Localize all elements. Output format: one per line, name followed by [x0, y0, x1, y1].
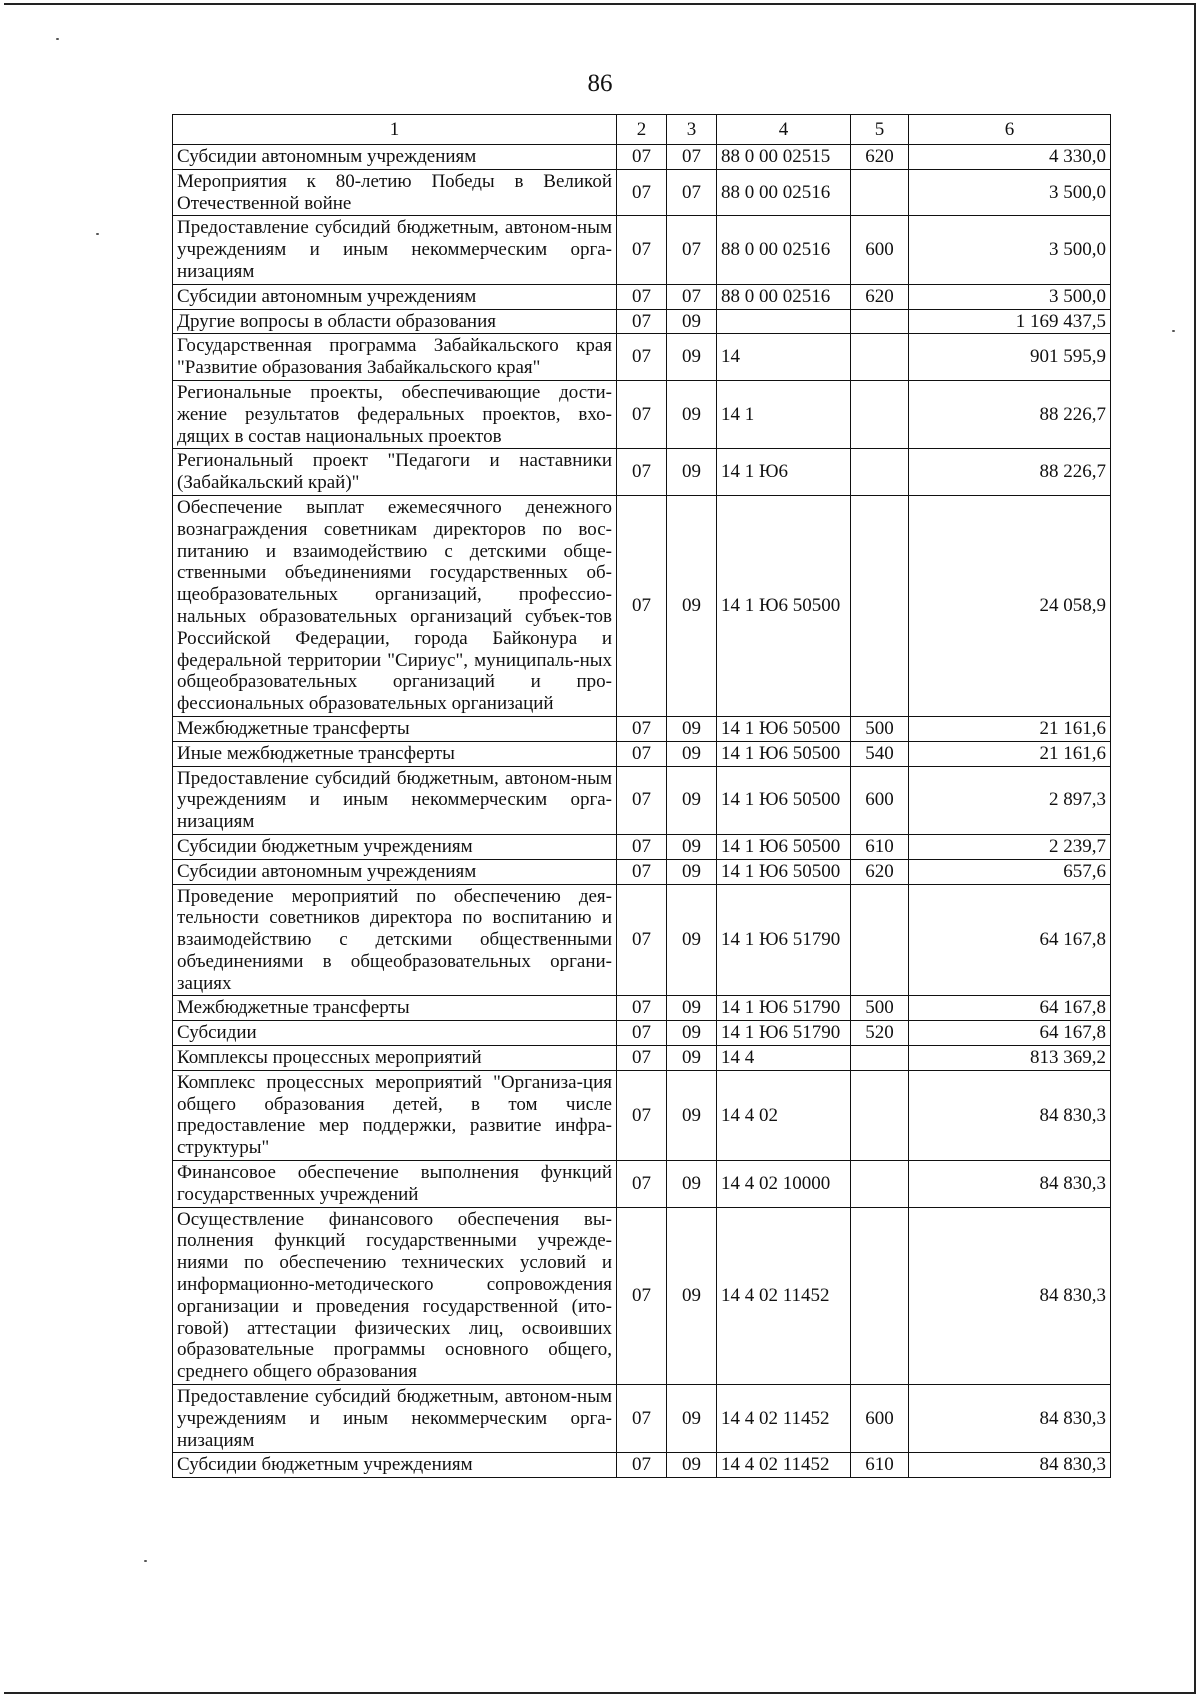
- row-expense-type: [851, 309, 909, 334]
- table-row: [173, 1453, 1111, 1478]
- row-name: Осуществление финансового обеспечения вы-полнения функций государственными учрежде-ниями по обеспечению технических условий и информационно-методического сопровождения организации и проведения государственной (ито-говой) аттестации физических лиц, освоивших образовательные программы основного общего, среднего общего образования: [173, 1207, 617, 1384]
- row-amount: 64 167,8: [909, 884, 1111, 996]
- row-target-article: 14 1 Ю6 51790: [717, 884, 851, 996]
- row-target-article: 14 1 Ю6 50500: [717, 716, 851, 741]
- row-amount: 84 830,3: [909, 1385, 1111, 1453]
- row-target-article: 14 1 Ю6 50500: [717, 859, 851, 884]
- table-row: [173, 334, 1111, 381]
- row-target-article: 14 4 02 11452: [717, 1453, 851, 1478]
- row-section: 07: [617, 741, 667, 766]
- column-header-subsection: 3: [667, 115, 717, 145]
- table-row: [173, 884, 1111, 996]
- column-number-row: [173, 115, 1111, 145]
- row-amount: 2 897,3: [909, 766, 1111, 834]
- table-row: [173, 716, 1111, 741]
- table-row: [173, 380, 1111, 448]
- row-expense-type: [851, 449, 909, 496]
- row-section: 07: [617, 1453, 667, 1478]
- row-subsection: 09: [667, 1046, 717, 1071]
- row-section: 07: [617, 380, 667, 448]
- row-amount: 84 830,3: [909, 1070, 1111, 1160]
- row-section: 07: [617, 284, 667, 309]
- row-expense-type: 600: [851, 766, 909, 834]
- row-target-article: 88 0 00 02516: [717, 284, 851, 309]
- row-amount: 84 830,3: [909, 1161, 1111, 1208]
- row-subsection: 07: [667, 216, 717, 284]
- table-row: [173, 741, 1111, 766]
- row-target-article: 14 1: [717, 380, 851, 448]
- row-subsection: 09: [667, 716, 717, 741]
- row-expense-type: 500: [851, 716, 909, 741]
- row-target-article: 14 1 Ю6 50500: [717, 741, 851, 766]
- row-expense-type: 620: [851, 859, 909, 884]
- table-row: [173, 495, 1111, 716]
- row-expense-type: [851, 1070, 909, 1160]
- row-name: Субсидии бюджетным учреждениям: [173, 834, 617, 859]
- scan-speck: [96, 233, 99, 235]
- row-subsection: 09: [667, 741, 717, 766]
- row-subsection: 09: [667, 1385, 717, 1453]
- row-expense-type: 500: [851, 996, 909, 1021]
- table-row: [173, 169, 1111, 216]
- row-amount: 88 226,7: [909, 449, 1111, 496]
- row-section: 07: [617, 716, 667, 741]
- row-expense-type: [851, 1046, 909, 1071]
- row-name: Региональный проект "Педагоги и наставники (Забайкальский край)": [173, 449, 617, 496]
- row-name: Субсидии: [173, 1021, 617, 1046]
- row-amount: 64 167,8: [909, 1021, 1111, 1046]
- row-target-article: 14 4 02 11452: [717, 1385, 851, 1453]
- row-subsection: 07: [667, 145, 717, 170]
- row-expense-type: 520: [851, 1021, 909, 1046]
- row-subsection: 09: [667, 859, 717, 884]
- row-subsection: 09: [667, 834, 717, 859]
- row-expense-type: [851, 169, 909, 216]
- row-expense-type: 540: [851, 741, 909, 766]
- row-amount: 813 369,2: [909, 1046, 1111, 1071]
- row-name: Обеспечение выплат ежемесячного денежного вознаграждения советникам директоров по вос-питанию и взаимодействию с детскими обще-ственными объединениями государственных об-щеобразовательных организаций, профессио-нальных образовательных организаций субъек-тов Российской Федерации, города Байконура и федеральной территории "Сириус", муниципаль-ных общеобразовательных организаций и про-фессиональных образовательных организаций: [173, 495, 617, 716]
- row-amount: 2 239,7: [909, 834, 1111, 859]
- table-row: [173, 996, 1111, 1021]
- column-header-amount: 6: [909, 115, 1111, 145]
- row-expense-type: [851, 380, 909, 448]
- row-section: 07: [617, 1070, 667, 1160]
- page-number: 86: [587, 70, 613, 97]
- row-amount: 1 169 437,5: [909, 309, 1111, 334]
- row-section: 07: [617, 309, 667, 334]
- row-name: Комплексы процессных мероприятий: [173, 1046, 617, 1071]
- table-row: [173, 309, 1111, 334]
- table-row: [173, 1161, 1111, 1208]
- row-target-article: [717, 309, 851, 334]
- row-section: 07: [617, 859, 667, 884]
- row-expense-type: [851, 884, 909, 996]
- row-expense-type: 600: [851, 1385, 909, 1453]
- row-expense-type: [851, 1161, 909, 1208]
- row-amount: 21 161,6: [909, 741, 1111, 766]
- row-subsection: 09: [667, 884, 717, 996]
- row-subsection: 09: [667, 380, 717, 448]
- column-header-name: 1: [173, 115, 617, 145]
- column-header-section: 2: [617, 115, 667, 145]
- row-name: Комплекс процессных мероприятий "Организа-ция общего образования детей, в том числе предоставление мер поддержки, развитие инфра-структуры": [173, 1070, 617, 1160]
- row-amount: 88 226,7: [909, 380, 1111, 448]
- table-row: [173, 284, 1111, 309]
- row-target-article: 14 1 Ю6 50500: [717, 766, 851, 834]
- row-amount: 3 500,0: [909, 284, 1111, 309]
- row-subsection: 09: [667, 495, 717, 716]
- row-name: Субсидии автономным учреждениям: [173, 284, 617, 309]
- table-body: [173, 145, 1111, 1478]
- row-amount: 901 595,9: [909, 334, 1111, 381]
- row-section: 07: [617, 1207, 667, 1384]
- row-subsection: 09: [667, 1070, 717, 1160]
- row-section: 07: [617, 1046, 667, 1071]
- row-amount: 24 058,9: [909, 495, 1111, 716]
- row-expense-type: 620: [851, 284, 909, 309]
- table-row: [173, 834, 1111, 859]
- column-header-expense-type: 5: [851, 115, 909, 145]
- table-row: [173, 1021, 1111, 1046]
- row-amount: 3 500,0: [909, 216, 1111, 284]
- row-name: Другие вопросы в области образования: [173, 309, 617, 334]
- row-name: Государственная программа Забайкальского края "Развитие образования Забайкальского края": [173, 334, 617, 381]
- table-row: [173, 1385, 1111, 1453]
- row-name: Предоставление субсидий бюджетным, автоном-ным учреждениям и иным некоммерческим орга-низациям: [173, 216, 617, 284]
- table-row: [173, 145, 1111, 170]
- row-amount: 657,6: [909, 859, 1111, 884]
- row-target-article: 14 1 Ю6 51790: [717, 996, 851, 1021]
- row-section: 07: [617, 884, 667, 996]
- row-section: 07: [617, 169, 667, 216]
- row-target-article: 14 1 Ю6 50500: [717, 495, 851, 716]
- table-row: [173, 1046, 1111, 1071]
- row-amount: 64 167,8: [909, 996, 1111, 1021]
- row-target-article: 14: [717, 334, 851, 381]
- row-section: 07: [617, 1385, 667, 1453]
- row-amount: 4 330,0: [909, 145, 1111, 170]
- row-target-article: 14 1 Ю6 50500: [717, 834, 851, 859]
- row-subsection: 09: [667, 1021, 717, 1046]
- table-row: [173, 449, 1111, 496]
- row-name: Мероприятия к 80-летию Победы в Великой Отечественной войне: [173, 169, 617, 216]
- row-section: 07: [617, 334, 667, 381]
- row-expense-type: [851, 1207, 909, 1384]
- row-expense-type: 600: [851, 216, 909, 284]
- table-row: [173, 1070, 1111, 1160]
- row-name: Межбюджетные трансферты: [173, 996, 617, 1021]
- row-name: Региональные проекты, обеспечивающие дости-жение результатов федеральных проектов, вхо-дящих в состав национальных проектов: [173, 380, 617, 448]
- row-subsection: 09: [667, 1161, 717, 1208]
- row-subsection: 09: [667, 334, 717, 381]
- row-subsection: 07: [667, 284, 717, 309]
- row-subsection: 09: [667, 766, 717, 834]
- table-row: [173, 1207, 1111, 1384]
- row-subsection: 09: [667, 1207, 717, 1384]
- budget-table: [172, 114, 1111, 1478]
- table-row: [173, 216, 1111, 284]
- row-target-article: 88 0 00 02515: [717, 145, 851, 170]
- row-subsection: 09: [667, 1453, 717, 1478]
- row-expense-type: 610: [851, 1453, 909, 1478]
- row-name: Предоставление субсидий бюджетным, автоном-ным учреждениям и иным некоммерческим орга-низациям: [173, 766, 617, 834]
- row-expense-type: [851, 495, 909, 716]
- row-section: 07: [617, 834, 667, 859]
- row-name: Межбюджетные трансферты: [173, 716, 617, 741]
- row-subsection: 09: [667, 309, 717, 334]
- row-target-article: 14 4 02 11452: [717, 1207, 851, 1384]
- row-target-article: 14 4: [717, 1046, 851, 1071]
- row-amount: 84 830,3: [909, 1207, 1111, 1384]
- row-name: Иные межбюджетные трансферты: [173, 741, 617, 766]
- row-section: 07: [617, 216, 667, 284]
- scan-speck: [144, 1560, 147, 1562]
- row-subsection: 09: [667, 996, 717, 1021]
- row-target-article: 88 0 00 02516: [717, 216, 851, 284]
- table-row: [173, 766, 1111, 834]
- row-name: Субсидии автономным учреждениям: [173, 859, 617, 884]
- row-subsection: 07: [667, 169, 717, 216]
- row-target-article: 88 0 00 02516: [717, 169, 851, 216]
- column-header-target-article: 4: [717, 115, 851, 145]
- row-section: 07: [617, 495, 667, 716]
- scan-speck: [56, 38, 59, 40]
- table-row: [173, 859, 1111, 884]
- row-expense-type: 620: [851, 145, 909, 170]
- row-name: Субсидии бюджетным учреждениям: [173, 1453, 617, 1478]
- row-target-article: 14 1 Ю6 51790: [717, 1021, 851, 1046]
- row-name: Субсидии автономным учреждениям: [173, 145, 617, 170]
- row-target-article: 14 4 02: [717, 1070, 851, 1160]
- row-subsection: 09: [667, 449, 717, 496]
- row-amount: 84 830,3: [909, 1453, 1111, 1478]
- row-section: 07: [617, 1021, 667, 1046]
- row-name: Проведение мероприятий по обеспечению дея-тельности советников директора по воспитанию и взаимодействию с детскими общественными объединениями в общеобразовательных органи-зациях: [173, 884, 617, 996]
- row-amount: 21 161,6: [909, 716, 1111, 741]
- row-section: 07: [617, 1161, 667, 1208]
- row-expense-type: 610: [851, 834, 909, 859]
- row-amount: 3 500,0: [909, 169, 1111, 216]
- row-target-article: 14 4 02 10000: [717, 1161, 851, 1208]
- row-name: Предоставление субсидий бюджетным, автоном-ным учреждениям и иным некоммерческим орга-низациям: [173, 1385, 617, 1453]
- row-expense-type: [851, 334, 909, 381]
- row-section: 07: [617, 766, 667, 834]
- row-section: 07: [617, 145, 667, 170]
- row-name: Финансовое обеспечение выполнения функций государственных учреждений: [173, 1161, 617, 1208]
- row-section: 07: [617, 449, 667, 496]
- row-target-article: 14 1 Ю6: [717, 449, 851, 496]
- scan-speck: [1172, 330, 1175, 332]
- row-section: 07: [617, 996, 667, 1021]
